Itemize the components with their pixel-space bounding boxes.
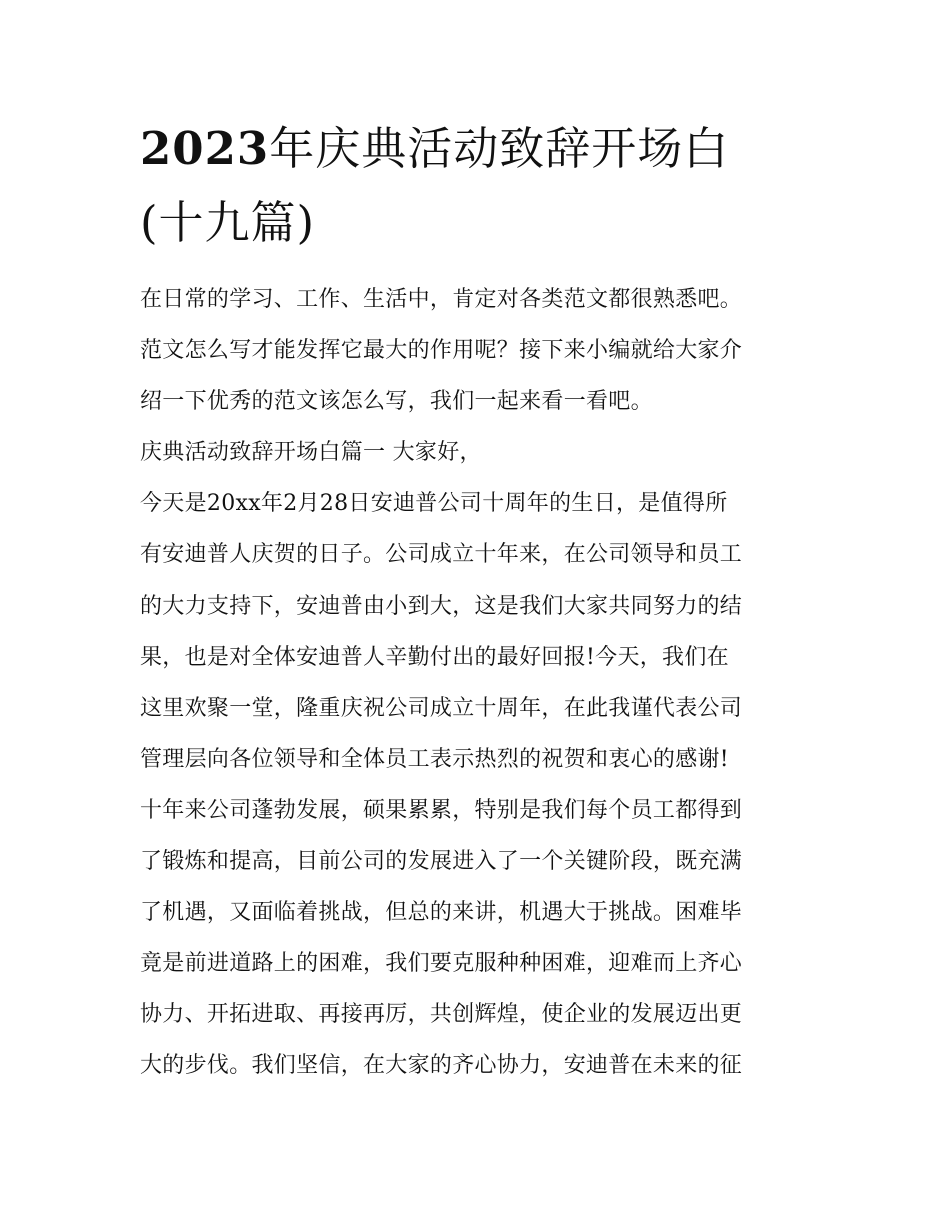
body-line: 竟是前进道路上的困难，我们要克服种种困难，迎难而上齐心: [140, 951, 743, 977]
body-line: 有安迪普人庆贺的日子。公司成立十年来，在公司领导和员工: [140, 542, 743, 568]
body-line: 的大力支持下，安迪普由小到大，这是我们大家共同努力的结: [140, 593, 743, 619]
body-line: 大的步伐。我们坚信，在大家的齐心协力，安迪普在未来的征: [140, 1053, 743, 1079]
body-line: 在日常的学习、工作、生活中，肯定对各类范文都很熟悉吧。: [140, 287, 743, 312]
body-line: 十年来公司蓬勃发展，硕果累累，特别是我们每个员工都得到: [140, 797, 743, 823]
body-line: 了机遇，又面临着挑战，但总的来讲，机遇大于挑战。困难毕: [140, 900, 743, 926]
body-line: 了锻炼和提高，目前公司的发展进入了一个关键阶段，既充满: [140, 849, 743, 875]
body-line: 这里欢聚一堂，隆重庆祝公司成立十周年，在此我谨代表公司: [140, 695, 743, 721]
body-line: 范文怎么写才能发挥它最大的作用呢？接下来小编就给大家介: [140, 338, 743, 364]
title-year: 2023: [140, 122, 270, 175]
title-subtitle: (十九篇): [140, 196, 316, 249]
body-line: 今天是20xx年2月28日安迪普公司十周年的生日，是值得所: [140, 491, 728, 517]
body-line: 果，也是对全体安迪普人辛勤付出的最好回报!今天，我们在: [140, 644, 729, 670]
section-heading: 庆典活动致辞开场白篇一 大家好，: [140, 440, 482, 466]
body-line: 协力、开拓进取、再接再厉，共创辉煌，使企业的发展迈出更: [140, 1002, 743, 1028]
document-title: [140, 112, 840, 260]
title-rest: 年庆典活动致辞开场白: [269, 122, 730, 175]
body-line: 绍一下优秀的范文该怎么写，我们一起来看一看吧。: [140, 389, 653, 415]
document-body: [140, 282, 812, 1100]
body-line: 管理层向各位领导和全体员工表示热烈的祝贺和衷心的感谢!: [140, 746, 729, 772]
